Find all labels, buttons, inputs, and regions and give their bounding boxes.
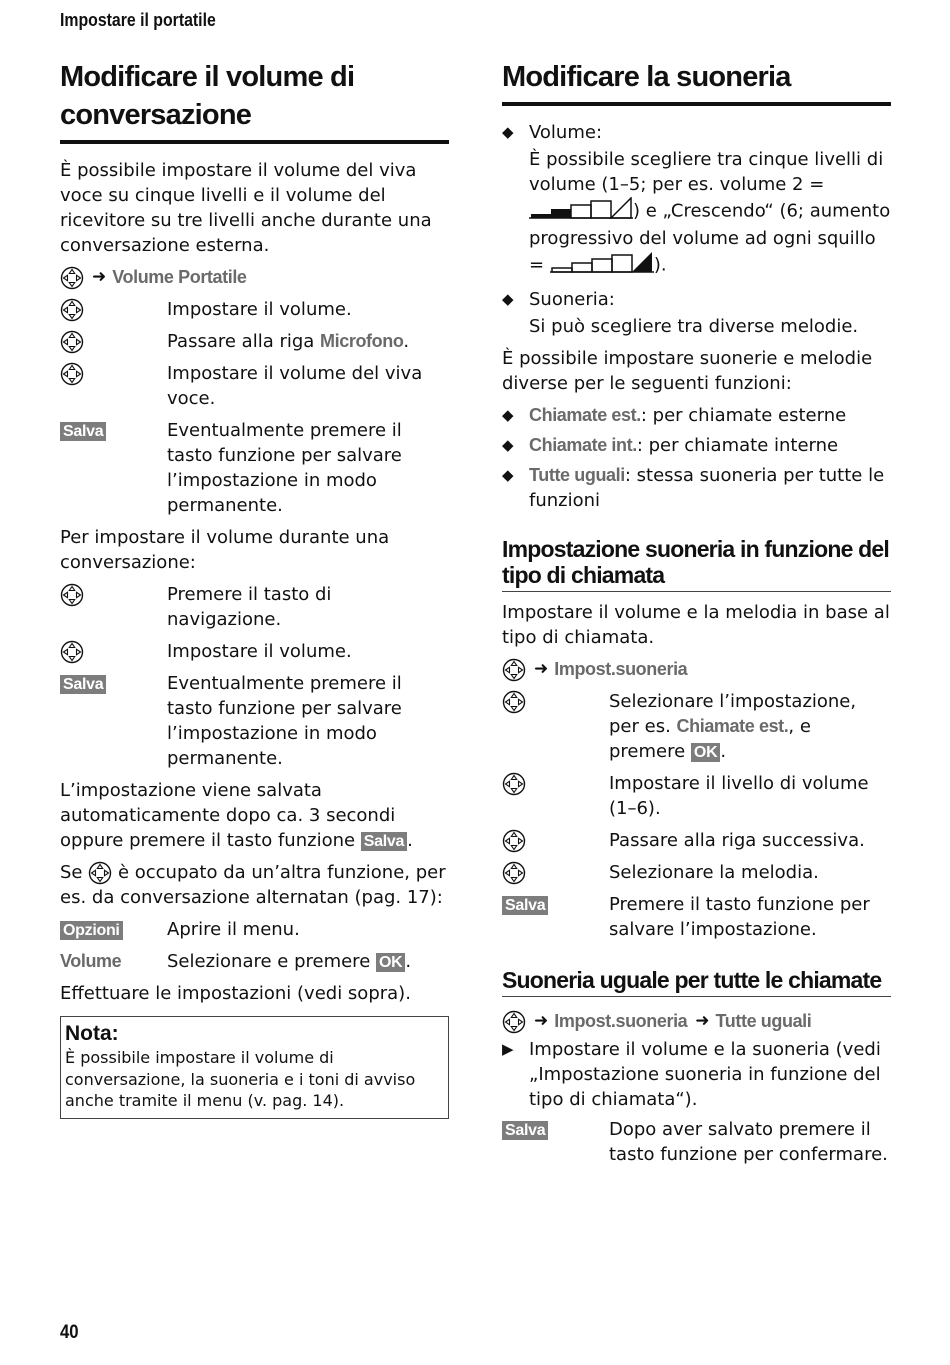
- navigation-key-icon: [502, 861, 526, 885]
- note-body: È possibile impostare il volume di conversazione, la suoneria e i toni di avviso anche tramite il menu (v. pag. 14).: [65, 1048, 416, 1110]
- navigation-key-icon: [502, 1010, 526, 1034]
- instruction-step: [60, 329, 449, 354]
- step-text: Selezionare l’impostazione, per es. Chiamate est., e premere OK .: [609, 691, 857, 762]
- step-text: Impostare il volume.: [167, 299, 352, 320]
- arrow-right-icon: ➜: [534, 1011, 549, 1031]
- arrow-right-icon: ➜: [695, 1011, 710, 1031]
- softkey-label: Opzioni: [60, 921, 123, 940]
- paragraph: Si può scegliere tra diverse melodie.: [529, 316, 859, 337]
- list-item: ◆ Chiamate int.: per chiamate interne: [502, 435, 839, 456]
- subsection-title: Impostazione suoneria in funzione del tipo di chiamata: [502, 536, 891, 592]
- page-header: Impostare il portatile: [60, 10, 216, 30]
- note-box: [60, 1016, 449, 1119]
- step-text: Premere il tasto funzione per salvare l’impostazione.: [609, 894, 870, 940]
- instruction-step: [502, 828, 891, 853]
- instruction-step: [502, 771, 891, 821]
- subsection-title: Suoneria uguale per tutte le chiamate: [502, 967, 891, 997]
- list-item: ◆ Suoneria:: [502, 289, 615, 310]
- softkey-label: OK: [691, 743, 720, 762]
- navigation-key-icon: [60, 298, 84, 322]
- arrow-right-icon: ➜: [92, 267, 107, 287]
- step-text: Passare alla riga Microfono.: [167, 331, 410, 352]
- navigation-key-icon: [60, 362, 84, 386]
- instruction-step: [60, 418, 449, 518]
- page-number: 40: [60, 1322, 79, 1343]
- softkey-label: OK: [376, 953, 405, 972]
- paragraph: È possibile impostare suonerie e melodie diverse per le seguenti funzioni:: [502, 348, 873, 394]
- step-text: Eventualmente premere il tasto funzione per salvare l’impostazione in modo permanente.: [167, 673, 402, 769]
- navigation-key-icon: [60, 583, 84, 607]
- step-text: Aprire il menu.: [167, 919, 300, 940]
- softkey-label: Salva: [502, 1121, 548, 1140]
- softkey-label: Salva: [60, 675, 106, 694]
- instruction-step: [502, 689, 891, 764]
- volume-level-2-icon: [529, 197, 633, 226]
- menu-item: Microfono: [320, 331, 404, 351]
- navigation-key-icon: [502, 658, 526, 682]
- menu-item: Tutte uguali: [529, 465, 625, 485]
- triangle-bullet-icon: ▶: [502, 1040, 514, 1058]
- navigation-key-icon: [88, 861, 112, 885]
- note-title: Nota:: [65, 1022, 119, 1045]
- step-text: Impostare il volume del viva voce.: [167, 363, 423, 409]
- intro-paragraph: È possibile impostare il volume del viva voce su cinque livelli e il volume del ricevitore su tre livelli anche durante una conversazione esterna.: [60, 160, 432, 256]
- paragraph: L’impostazione viene salvata automaticamente dopo ca. 3 secondi oppure premere il tasto funzione Salva .: [60, 780, 413, 851]
- menu-item: Chiamate est.: [529, 405, 641, 425]
- softkey-label: Salva: [502, 896, 548, 915]
- softkey-label: Salva: [361, 832, 407, 851]
- paragraph: Impostare il volume e la melodia in base al tipo di chiamata.: [502, 602, 890, 648]
- diamond-bullet-icon: ◆: [502, 290, 514, 308]
- step-text: Dopo aver salvato premere il tasto funzione per confermare.: [609, 1119, 888, 1165]
- diamond-bullet-icon: ◆: [502, 466, 514, 484]
- instruction-step: [60, 949, 449, 974]
- section-title-volume: Modificare il volume di conversazione: [60, 58, 449, 144]
- instruction-step: [502, 892, 891, 942]
- menu-item: Tutte uguali: [715, 1011, 812, 1031]
- menu-item: Impost.suoneria: [554, 659, 688, 679]
- diamond-bullet-icon: ◆: [502, 123, 514, 141]
- menu-path: [60, 265, 449, 290]
- instruction-step: [502, 1117, 891, 1167]
- paragraph: È possibile scegliere tra cinque livelli di volume (1–5; per es. volume 2 = ) e „Crescendo“ (6; aumento progressivo del volume ad ogni squillo = ).: [529, 147, 891, 280]
- list-item: ◆ Volume:: [502, 122, 603, 143]
- paragraph: Per impostare il volume durante una conversazione:: [60, 527, 390, 573]
- navigation-key-icon: [502, 829, 526, 853]
- diamond-bullet-icon: ◆: [502, 436, 514, 454]
- right-column: [502, 58, 891, 1174]
- navigation-key-icon: [60, 266, 84, 290]
- menu-item: Impost.suoneria: [554, 1011, 688, 1031]
- instruction-step: [60, 361, 449, 411]
- menu-path: [502, 657, 891, 682]
- instruction-step: [60, 582, 449, 632]
- volume-crescendo-icon: [550, 251, 654, 280]
- instruction-step: [502, 860, 891, 885]
- navigation-key-icon: [60, 330, 84, 354]
- navigation-key-icon: [502, 690, 526, 714]
- navigation-key-icon: [60, 640, 84, 664]
- step-text: Eventualmente premere il tasto funzione per salvare l’impostazione in modo permanente.: [167, 420, 402, 516]
- softkey-label: Salva: [60, 422, 106, 441]
- step-text: Premere il tasto di navigazione.: [167, 584, 332, 630]
- menu-item: Volume Portatile: [112, 267, 247, 287]
- section-title-ringtone: Modificare la suoneria: [502, 58, 891, 106]
- step-text: Selezionare e premere OK .: [167, 951, 412, 972]
- paragraph: Se è occupato da un’altra funzione, per es. da conversazione alternatan (pag. 17):: [60, 862, 446, 908]
- menu-item: Volume: [60, 951, 122, 971]
- list-item: ▶ Impostare il volume e la suoneria (vedi „Impostazione suoneria in funzione del tipo di chiamata“).: [502, 1039, 881, 1110]
- paragraph: Effettuare le impostazioni (vedi sopra).: [60, 983, 411, 1004]
- instruction-step: [60, 639, 449, 664]
- list-item: ◆ Chiamate est.: per chiamate esterne: [502, 405, 847, 426]
- navigation-key-icon: [502, 772, 526, 796]
- diamond-bullet-icon: ◆: [502, 406, 514, 424]
- arrow-right-icon: ➜: [534, 659, 549, 679]
- menu-item: Chiamate est.: [676, 716, 789, 736]
- instruction-step: [60, 917, 449, 942]
- menu-item: Chiamate int.: [529, 435, 637, 455]
- step-text: Selezionare la melodia.: [609, 862, 819, 883]
- instruction-step: [60, 297, 449, 322]
- left-column: [60, 58, 449, 1119]
- instruction-step: [60, 671, 449, 771]
- step-text: Passare alla riga successiva.: [609, 830, 865, 851]
- step-text: Impostare il livello di volume (1–6).: [609, 773, 869, 819]
- list-item: ◆ Tutte uguali: stessa suoneria per tutte le funzioni: [502, 465, 885, 511]
- step-text: Impostare il volume.: [167, 641, 352, 662]
- menu-path: [502, 1009, 891, 1034]
